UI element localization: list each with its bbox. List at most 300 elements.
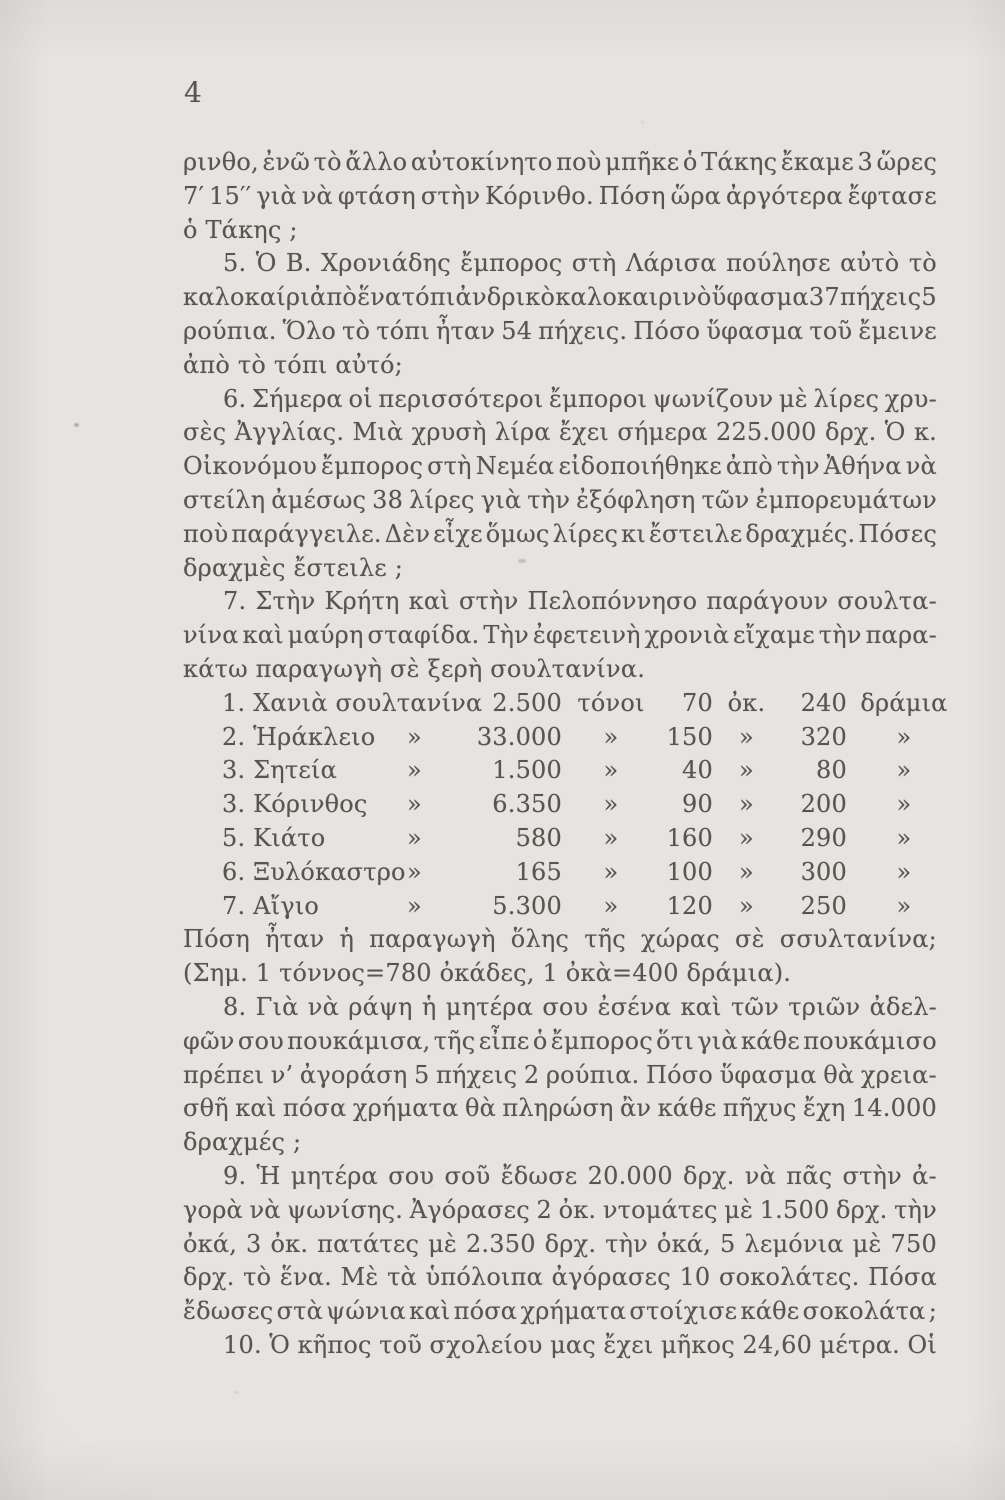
- word: ὀκ.: [270, 1229, 309, 1258]
- word: ἡ: [339, 925, 355, 954]
- table-cell-unit3: »: [739, 722, 754, 751]
- word: γιὰ: [697, 1026, 738, 1055]
- table-cell-okades: 100: [666, 857, 713, 886]
- table-row: [222, 687, 948, 721]
- word: σήμερα: [617, 418, 708, 447]
- word: ἐφετεινὴ: [532, 621, 641, 650]
- word: 5: [921, 283, 937, 312]
- word: ὑπόλοιπα: [425, 1263, 544, 1292]
- table-cell-unit1: [372, 687, 457, 721]
- text-line: [183, 450, 937, 484]
- table-cell-unit3: »: [739, 823, 754, 852]
- word: τῆς: [584, 925, 626, 954]
- word: τριῶν: [788, 992, 861, 1021]
- text-line: [223, 585, 937, 619]
- word: καὶ: [235, 1094, 277, 1123]
- table-cell-unit2: »: [603, 790, 619, 819]
- text-line: [183, 146, 937, 180]
- table-cell-unit2: »: [603, 756, 619, 785]
- word: Πόσα: [868, 1263, 937, 1292]
- word: 10: [679, 1263, 711, 1292]
- table-cell-unit2: »: [603, 891, 619, 920]
- word: Πόση: [598, 181, 666, 210]
- text-block: [183, 146, 948, 1363]
- word: σου: [237, 1026, 284, 1055]
- word: ;: [928, 1297, 937, 1326]
- word: Ὅλο: [282, 316, 337, 345]
- word: ἔμεινε: [858, 316, 937, 345]
- table-cell-tons: 5.300: [492, 891, 562, 920]
- word: σου: [388, 1161, 435, 1190]
- text-line: [183, 1025, 937, 1059]
- word: 15′′: [209, 181, 252, 210]
- word: νὰ: [307, 992, 339, 1021]
- word: ἀνδρικὸ: [455, 283, 556, 312]
- word: δρχ.: [544, 1229, 597, 1258]
- word: νὰ: [301, 181, 333, 210]
- table-cell-unit4: »: [896, 722, 912, 751]
- word: Στὴν: [255, 587, 316, 616]
- word: ὕφασμα: [706, 316, 804, 345]
- table-cell-unit1: »: [407, 756, 422, 785]
- word: Πόση: [183, 925, 250, 954]
- word: ὕφασμα: [719, 1060, 817, 1089]
- word: λίρες: [552, 519, 619, 548]
- word: τῆς: [433, 1026, 476, 1055]
- table-cell-tons: 1.500: [492, 756, 562, 785]
- word: μὲ: [778, 384, 808, 413]
- word: σχολείου: [429, 1330, 543, 1359]
- table-row: [222, 890, 937, 924]
- word: λίρες: [409, 485, 475, 514]
- paragraphs-top: [183, 146, 937, 687]
- word: ἀδελ-: [869, 992, 937, 1021]
- word: ἀγόρασες: [551, 1263, 671, 1292]
- word: τόπι: [376, 316, 430, 345]
- word: καὶ: [409, 1297, 451, 1326]
- word: 5: [413, 1060, 430, 1089]
- word: Β.: [285, 249, 312, 278]
- paper-speck: [899, 1031, 903, 1034]
- word: Κόρινθο.: [485, 181, 594, 210]
- word: 9.: [223, 1161, 247, 1190]
- word: μὲ: [724, 1195, 754, 1224]
- table-cell-okades: 90: [682, 790, 713, 819]
- paper-speck: [234, 1391, 239, 1394]
- word: Πόσες: [858, 519, 937, 548]
- word: ἦταν: [435, 316, 496, 345]
- word: τὸ: [313, 148, 342, 176]
- word: δραχμές.: [745, 519, 856, 548]
- word: κάθε: [740, 1297, 800, 1326]
- word: 2: [523, 1060, 540, 1089]
- table-cell-unit4: δράμια: [860, 688, 948, 717]
- table-cell-okades: 150: [666, 722, 713, 751]
- table-cell-unit3: ὀκ.: [727, 688, 766, 717]
- word: ἕνα.: [279, 1263, 332, 1292]
- word: ψώνια: [326, 1297, 406, 1326]
- word: πᾶς: [786, 1161, 833, 1190]
- word: ἕνα: [357, 283, 402, 312]
- word: 8.: [223, 992, 247, 1021]
- table-cell-unit3: »: [739, 790, 754, 819]
- word: μὲ: [428, 1229, 457, 1258]
- word: στὴ: [571, 249, 617, 278]
- word: χρονιὰ: [644, 621, 730, 650]
- word: 10.: [223, 1330, 262, 1359]
- word: καλοκαίρι: [183, 283, 310, 312]
- text-line: [183, 315, 937, 349]
- table-cell-place: 5. Κιάτο: [222, 823, 326, 852]
- word: χώρας: [641, 925, 720, 954]
- word: σταφίδα.: [367, 621, 480, 650]
- word: ἐνῶ: [262, 148, 311, 176]
- word: μὲ: [852, 1229, 882, 1258]
- word: ἦταν: [265, 925, 325, 954]
- table-cell-unit1: »: [407, 790, 422, 819]
- text-line: [183, 1295, 937, 1329]
- table-cell-place: 1. Χανιὰ σουλτανίνα: [222, 688, 483, 717]
- table-cell-unit2: τόνοι: [577, 688, 645, 717]
- word: ράψη: [348, 992, 413, 1021]
- word: 38: [372, 485, 404, 514]
- table-cell-unit3: »: [739, 857, 754, 886]
- word: καλοκαιρινὸ: [555, 283, 712, 312]
- table-cell-unit2: »: [603, 823, 619, 852]
- word: τὴν: [894, 1195, 937, 1224]
- word: κάθε: [657, 1094, 717, 1123]
- word: 7′: [183, 181, 205, 210]
- word: ἡ: [421, 992, 437, 1021]
- word: ὅτι: [656, 1026, 694, 1055]
- table-cell-tons: 580: [515, 823, 562, 852]
- table-cell-unit2: »: [603, 857, 619, 886]
- word: Ἀγόρασες: [409, 1195, 530, 1224]
- production-table: [183, 687, 948, 924]
- word: ἄλλο: [345, 148, 408, 176]
- word: δρχ.: [683, 1161, 735, 1190]
- word: ὁ: [532, 1026, 548, 1055]
- text-line: [223, 1160, 937, 1194]
- table-cell-unit1: »: [407, 722, 422, 751]
- word: παρα-: [865, 621, 937, 650]
- word: 225.000: [715, 418, 817, 447]
- word: εἴχαμε: [733, 621, 815, 650]
- paper-speck: [430, 1185, 434, 1188]
- word: εἰδοποιήθηκε: [558, 452, 722, 481]
- word: Πελοπόννησο: [527, 587, 698, 616]
- word: χρεια-: [860, 1060, 937, 1089]
- table-cell-tons: 2.500: [492, 688, 562, 717]
- word: εἶπε: [478, 1026, 530, 1055]
- word: σὲς: [183, 418, 227, 447]
- word: ποὺ: [556, 148, 602, 176]
- word: Οἰκονόμου: [183, 452, 318, 481]
- word: σου: [542, 992, 589, 1021]
- word: στὴν: [842, 1161, 902, 1190]
- word: θὰ: [464, 1094, 497, 1123]
- word: φτάση: [337, 181, 416, 210]
- word: 24,60: [742, 1330, 813, 1359]
- word: πληρώση: [502, 1094, 614, 1123]
- word: στὴ: [427, 452, 472, 481]
- word: 3: [246, 1229, 262, 1258]
- table-cell-okades: 70: [682, 688, 713, 717]
- word: λεμόνια: [744, 1229, 844, 1258]
- word: πήχεις.: [538, 316, 628, 345]
- word: στὰ: [276, 1297, 324, 1326]
- text-line: [183, 1228, 937, 1262]
- word: σθῆ: [183, 1094, 229, 1123]
- table-cell-dramia: 320: [800, 722, 847, 751]
- word: ἔμπορος: [321, 452, 424, 481]
- word: ἐμπορευμάτων: [755, 485, 937, 514]
- word: 20.000: [587, 1161, 673, 1190]
- word: 2: [536, 1195, 552, 1224]
- word: κάθε: [741, 1026, 800, 1055]
- table-cell-tons: 165: [515, 857, 562, 886]
- word: πουκάμισο: [803, 1026, 937, 1055]
- word: 3: [857, 148, 874, 176]
- word: τοῦ: [379, 1330, 423, 1359]
- word: 2.350: [465, 1229, 536, 1258]
- word: ἀγοράση: [299, 1060, 408, 1089]
- word: Πόσο: [633, 316, 701, 345]
- table-cell-unit4: »: [896, 823, 912, 852]
- word: Τὴν: [483, 621, 529, 650]
- text-line: [223, 383, 937, 417]
- word: φῶν: [183, 1026, 235, 1055]
- word: ἔδωσε: [500, 1161, 578, 1190]
- word: ἀμέσως: [271, 485, 367, 514]
- word: 54: [501, 316, 533, 345]
- word: τῶν: [730, 992, 779, 1021]
- word: γιὰ: [256, 181, 297, 210]
- word: ἔχη: [803, 1094, 846, 1123]
- word: τοῦ: [809, 316, 853, 345]
- word: Νεμέα: [475, 452, 555, 481]
- table-cell-okades: 120: [666, 891, 713, 920]
- word: χρήματα: [520, 1297, 627, 1326]
- word: σοκολάτες.: [719, 1263, 860, 1292]
- ink-smudge: [518, 559, 526, 563]
- word: κι: [621, 519, 646, 548]
- word: ἀπὸ: [725, 452, 773, 481]
- page-number: 4: [184, 76, 203, 109]
- word: πρέπει: [183, 1060, 265, 1089]
- word: λίρα: [494, 418, 551, 447]
- table-cell-dramia: 200: [800, 790, 847, 819]
- word: Ἀγγλίας.: [234, 418, 345, 447]
- word: μαύρη: [287, 621, 364, 650]
- text-line: [183, 518, 937, 552]
- word: περισσότεροι: [378, 384, 544, 413]
- table-cell-unit2: »: [603, 722, 619, 751]
- word: ἀργότερα: [726, 181, 843, 210]
- text-line: ὁ Τάκης ;: [183, 215, 298, 244]
- paper-speck: [74, 423, 79, 427]
- word: αὐτοκίνητο: [410, 148, 553, 176]
- word: Ὁ: [255, 249, 277, 278]
- word: 6.: [223, 384, 247, 413]
- word: χρήματα: [352, 1094, 459, 1123]
- word: ἐσένα: [597, 992, 672, 1021]
- word: πατάτες: [317, 1229, 420, 1258]
- word: παραγωγὴ: [369, 925, 496, 954]
- word: μέτρα.: [819, 1330, 901, 1359]
- word: δρχ.: [183, 1263, 235, 1292]
- table-cell-unit1: »: [407, 857, 422, 886]
- word: καὶ: [408, 587, 450, 616]
- word: τὴν: [776, 452, 820, 481]
- word: Μὲ: [340, 1263, 379, 1292]
- word: ἔμπορος: [460, 249, 563, 278]
- word: ἔμπορος: [550, 1026, 653, 1055]
- text-line: [183, 1092, 937, 1126]
- table-cell-unit4: »: [896, 756, 912, 785]
- word: καὶ: [680, 992, 722, 1021]
- text-line: δραχμὲς ἔστειλε ;: [183, 553, 403, 582]
- text-line: [183, 1194, 937, 1228]
- word: τὸ: [908, 249, 937, 278]
- text-line: [183, 281, 937, 315]
- table-cell-unit4: »: [896, 891, 912, 920]
- word: Κρήτη: [324, 587, 400, 616]
- word: ἔχει: [558, 418, 610, 447]
- text-line: ἀπὸ τὸ τόπι αὐτό;: [183, 350, 403, 379]
- word: δρχ.: [835, 1195, 888, 1224]
- word: νίνα: [183, 621, 239, 650]
- word: ὕφασμα: [711, 283, 809, 312]
- word: νὰ: [905, 452, 937, 481]
- word: Ἀθήνα: [823, 452, 902, 481]
- word: πόσα: [282, 1094, 347, 1123]
- table-cell-unit4: »: [896, 790, 912, 819]
- word: ἔκαμε: [780, 148, 854, 176]
- word: ποὺ: [183, 519, 229, 548]
- word: τὴν: [818, 621, 862, 650]
- word: πουκάμισα,: [287, 1026, 431, 1055]
- text-line: [183, 416, 937, 450]
- word: τῶν: [701, 485, 750, 514]
- word: αὐτὸ: [840, 249, 900, 278]
- word: ἔχει: [603, 1330, 654, 1359]
- word: ἂν: [620, 1094, 652, 1123]
- word: ὀκ.: [558, 1195, 597, 1224]
- table-row: [222, 856, 937, 890]
- word: τὰ: [387, 1263, 417, 1292]
- table-cell-place: 2. Ἡράκλειο: [222, 722, 376, 751]
- text-line: [183, 484, 937, 518]
- word: ὀκά,: [183, 1229, 238, 1258]
- table-row: [222, 754, 937, 788]
- word: τὴν: [527, 485, 571, 514]
- word: πόσα: [453, 1297, 518, 1326]
- table-cell-tons: 6.350: [492, 790, 562, 819]
- word: ψωνίσης.: [287, 1195, 404, 1224]
- word: χρυσὴ: [411, 418, 487, 447]
- text-line: [183, 1261, 937, 1295]
- table-cell-place: 3. Κόρινθος: [222, 790, 368, 819]
- word: κῆπος: [297, 1330, 372, 1359]
- text-line: κάτω παραγωγὴ σὲ ξερὴ σουλτανίνα.: [183, 654, 646, 683]
- word: Ὁ: [884, 418, 906, 447]
- word: Ἡ: [256, 1161, 281, 1190]
- word: θὰ: [823, 1060, 855, 1089]
- word: σσυλτανίνα;: [779, 925, 937, 954]
- word: Πόσο: [646, 1060, 714, 1089]
- word: χρυ-: [884, 384, 937, 413]
- word: στείλη: [183, 485, 266, 514]
- text-line: [223, 1329, 937, 1363]
- word: ἐξόφληση: [576, 485, 696, 514]
- table-cell-unit1: »: [407, 823, 422, 852]
- word: τόπι: [401, 283, 456, 312]
- paper-speck: [641, 121, 644, 124]
- word: Λάρισα: [625, 249, 717, 278]
- table-cell-dramia: 300: [800, 857, 847, 886]
- word: ἔμποροι: [549, 384, 648, 413]
- word: μπῆκε: [605, 148, 680, 176]
- word: 5: [719, 1229, 736, 1258]
- text-line: [223, 247, 937, 281]
- word: σοκολάτα: [802, 1297, 926, 1326]
- word: ἔστειλε: [648, 519, 743, 548]
- table-cell-tons: 33.000: [476, 722, 562, 751]
- word: ὅμως: [485, 519, 550, 548]
- word: μῆκος: [660, 1330, 735, 1359]
- text-line: δραχμές ;: [183, 1128, 302, 1157]
- word: πούλησε: [726, 249, 831, 278]
- word: Δὲν: [384, 519, 431, 548]
- word: παράγγειλε.: [231, 519, 382, 548]
- word: κ.: [913, 418, 937, 447]
- word: ρούπια.: [183, 316, 277, 345]
- table-cell-okades: 40: [682, 756, 713, 785]
- word: Οἱ: [907, 1330, 937, 1359]
- table-cell-dramia: 80: [816, 756, 847, 785]
- word: γιὰ: [480, 485, 522, 514]
- word: παράγουν: [706, 587, 829, 616]
- word: σουλτα-: [837, 587, 937, 616]
- word: εἶχε: [433, 519, 483, 548]
- word: ὅλης: [510, 925, 570, 954]
- word: μας: [550, 1330, 596, 1359]
- word: ἀπὸ: [309, 283, 358, 312]
- word: τὴν: [605, 1229, 648, 1258]
- word: νὰ: [249, 1195, 281, 1224]
- word: τὸ: [243, 1263, 272, 1292]
- table-cell-dramia: 250: [800, 891, 847, 920]
- text-line: [183, 619, 937, 653]
- word: οἱ: [348, 384, 373, 413]
- table-cell-dramia: 240: [800, 688, 847, 717]
- word: λίρες: [813, 384, 880, 413]
- word: ἔφτασε: [847, 181, 937, 210]
- word: Γιὰ: [255, 992, 299, 1021]
- word: 14.000: [851, 1094, 937, 1123]
- text-line: [183, 1059, 937, 1093]
- paragraphs-bottom: [183, 923, 937, 1362]
- table-cell-place: 3. Σητεία: [222, 756, 338, 785]
- text-line: (Σημ. 1 τόννος=780 ὀκάδες, 1 ὀκὰ=400 δράμια).: [183, 959, 792, 988]
- word: ὥρα: [670, 181, 722, 210]
- word: ὥρες: [876, 148, 937, 176]
- word: 750: [890, 1229, 937, 1258]
- table-row: [222, 822, 937, 856]
- word: στὴν: [458, 587, 519, 616]
- word: 1.500: [759, 1195, 830, 1224]
